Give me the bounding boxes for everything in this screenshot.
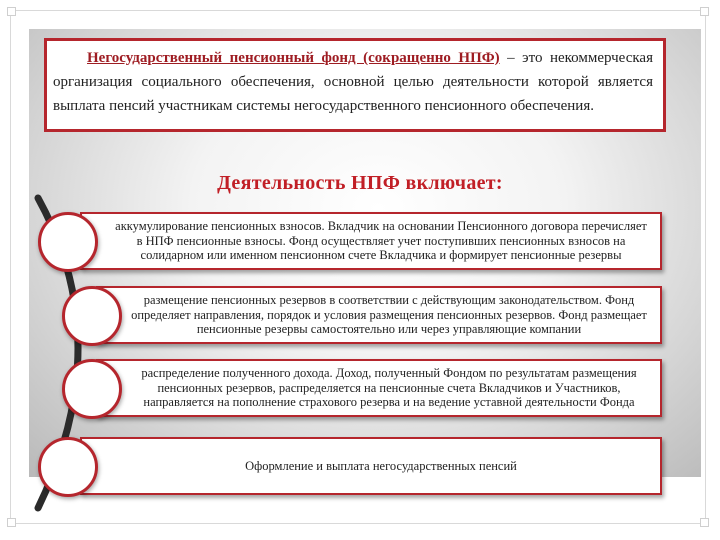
frame-corner-bl <box>7 518 16 527</box>
bullet-circle-3 <box>62 359 122 419</box>
activity-item-4 <box>80 437 662 495</box>
definition-text: – это некоммерческая организация социального обеспечения, основной целью деятельности которой является выплата пенсий участникам системы негосударственного пенсионного обеспечения. <box>53 50 653 114</box>
activity-item-1-text: аккумулирование пенсионных взносов. Вкладчик на основании Пенсионного договора перечисляет в НПФ пенсионные взносы. Фонд осуществляет учет поступивших пенсионных взносов на солидарном или именном пенсионном счете Вкладчика и формирует пенсионные резервы <box>115 219 647 263</box>
activity-item-2-text: размещение пенсионных резервов в соответствии с действующим законодательством. Фонд определяет направления, порядок и условия размещения пенсионных резервов. Фонд размещает пенсионные резервы самостоятельно или через управляющие компании <box>131 293 647 337</box>
activity-item-4-text: Оформление и выплата негосударственных пенсий <box>245 458 517 473</box>
frame-corner-br <box>700 518 709 527</box>
activity-item-2 <box>96 286 662 344</box>
bullet-circle-2 <box>62 286 122 346</box>
bullet-circle-1 <box>38 212 98 272</box>
activity-item-3 <box>96 359 662 417</box>
definition-term: Негосударственный пенсионный фонд (сокращенно НПФ) <box>87 50 500 66</box>
definition-box <box>44 38 666 132</box>
frame-corner-tr <box>700 7 709 16</box>
frame-corner-tl <box>7 7 16 16</box>
activity-item-3-text: распределение полученного дохода. Доход, полученный Фондом по результатам размещения пенсионных резервов, распределяется на пенсионные счета Вкладчиков и Участников, направляется на пополнение страхового резерва и на ведение уставной деятельности Фонда <box>141 366 637 410</box>
activity-item-1 <box>80 212 662 270</box>
section-heading: Деятельность НПФ включает: <box>217 172 503 194</box>
bullet-circle-4 <box>38 437 98 497</box>
